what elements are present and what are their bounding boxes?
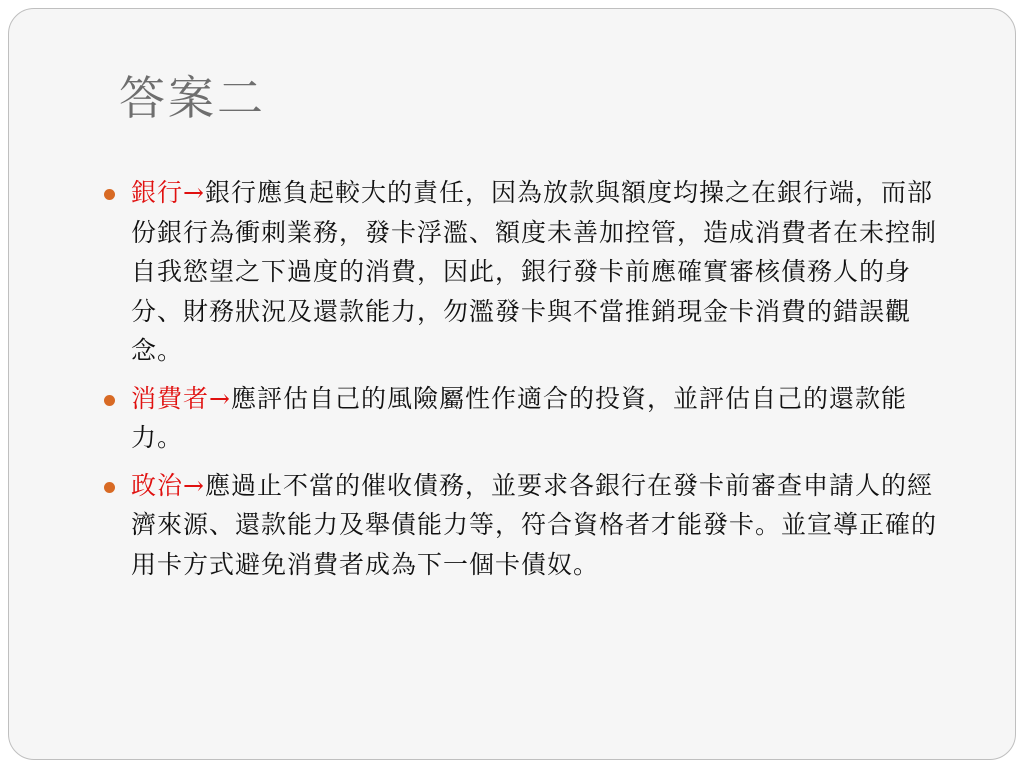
slide-title: 答案二 (119, 71, 266, 125)
bullet-list (104, 173, 949, 592)
bullet-text-politics: 應過止不當的催收債務，並要求各銀行在發卡前審查申請人的經濟來源、還款能力及舉債能力等，符合資格者才能發卡。並宣導正確的用卡方式避免消費者成為下一個卡債奴。 (131, 470, 938, 579)
bullet-dot-icon (104, 395, 115, 406)
bullet-label-consumer: 消費者→ (131, 383, 231, 413)
slide (8, 8, 1016, 760)
bullet-text-bank: 銀行應負起較大的責任，因為放款與額度均操之在銀行端，而部份銀行為衝刺業務，發卡浮濫、額度未善加控管，造成消費者在未控制自我慾望之下過度的消費，因此，銀行發卡前應確實審核債務人的身分、財務狀況及還款能力，勿濫發卡與不當推銷現金卡消費的錯誤觀念。 (131, 178, 938, 365)
bullet-item-bank (104, 173, 949, 371)
bullet-label-politics: 政治→ (131, 470, 205, 500)
bullet-label-bank: 銀行→ (131, 178, 205, 207)
bullet-text-consumer: 應評估自己的風險屬性作適合的投資，並評估自己的還款能力。 (131, 383, 907, 452)
bullet-dot-icon (104, 482, 115, 493)
bullet-item-politics (104, 466, 949, 585)
bullet-dot-icon (104, 189, 115, 200)
bullet-item-consumer (104, 379, 949, 458)
